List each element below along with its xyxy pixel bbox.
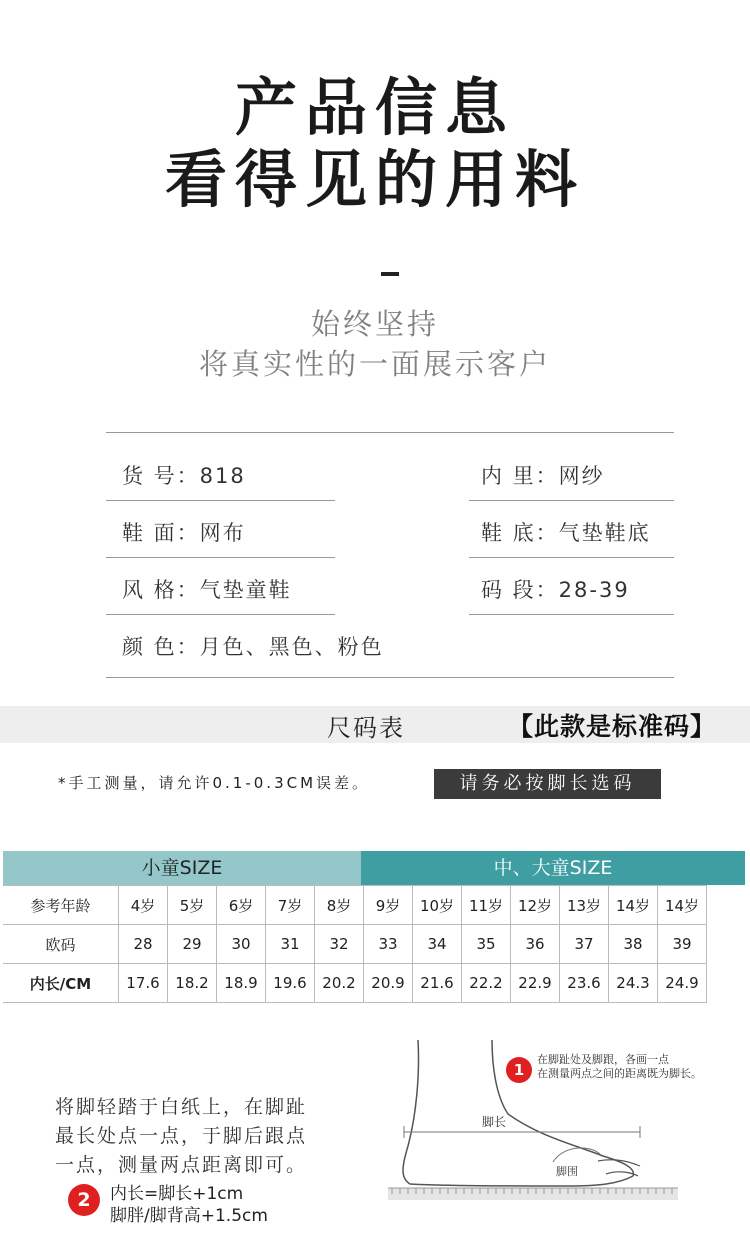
size-group-large-header: 中、大童SIZE	[361, 851, 745, 885]
info-item-sku: 货 号：818	[122, 464, 246, 488]
info-divider	[469, 500, 674, 501]
instruction-line: 一点，测量两点距离即可。	[55, 1154, 308, 1176]
table-cell: 6岁	[217, 886, 266, 925]
info-item-color: 颜 色：月色、黑色、粉色	[122, 635, 384, 659]
instruction-line: 将脚轻踏于白纸上，在脚趾	[55, 1096, 308, 1118]
size-table-row-eu	[3, 925, 707, 964]
foot-length-label: 脚长	[482, 1115, 507, 1129]
step-2-badge: 2	[68, 1184, 100, 1216]
table-cell: 34	[413, 925, 462, 964]
table-cell: 18.2	[168, 964, 217, 1003]
page-title-line1: 产品信息	[234, 71, 515, 144]
info-divider	[469, 614, 674, 615]
table-cell: 4岁	[119, 886, 168, 925]
table-cell: 33	[364, 925, 413, 964]
subtitle-line1: 始终坚持	[310, 307, 439, 341]
info-top-line	[106, 432, 674, 433]
step-1-badge: 1	[506, 1057, 532, 1083]
formula-inner-length: 内长=脚长+1cm	[110, 1184, 244, 1204]
table-cell: 30	[217, 925, 266, 964]
info-divider	[106, 500, 335, 501]
row-label: 欧码	[3, 925, 119, 964]
table-cell: 18.9	[217, 964, 266, 1003]
info-bottom-line	[106, 677, 674, 678]
table-cell: 17.6	[119, 964, 168, 1003]
table-cell: 22.2	[462, 964, 511, 1003]
table-cell: 36	[511, 925, 560, 964]
row-label: 参考年龄	[3, 886, 119, 925]
info-item-upper: 鞋 面：网布	[122, 521, 246, 545]
table-cell: 37	[560, 925, 609, 964]
measurement-error-note: *手工测量，请允许0.1-0.3CM误差。	[58, 774, 371, 792]
table-cell: 8岁	[315, 886, 364, 925]
table-cell: 20.9	[364, 964, 413, 1003]
info-divider	[469, 557, 674, 558]
size-chart-title: 尺码表	[327, 714, 405, 742]
choose-by-foot-length-label: 请务必按脚长选码	[434, 769, 661, 799]
table-cell: 12岁	[511, 886, 560, 925]
row-label: 内长/CM	[3, 964, 119, 1003]
table-cell: 31	[266, 925, 315, 964]
table-cell: 29	[168, 925, 217, 964]
table-cell: 35	[462, 925, 511, 964]
table-cell: 38	[609, 925, 658, 964]
table-cell: 21.6	[413, 964, 462, 1003]
table-cell: 10岁	[413, 886, 462, 925]
table-cell: 14岁	[609, 886, 658, 925]
table-cell: 24.3	[609, 964, 658, 1003]
table-cell: 24.9	[658, 964, 707, 1003]
table-cell: 5岁	[168, 886, 217, 925]
table-cell: 32	[315, 925, 364, 964]
table-cell: 28	[119, 925, 168, 964]
foot-measure-note	[537, 1053, 702, 1081]
standard-size-note: 【此款是标准码】	[508, 712, 717, 741]
table-cell: 39	[658, 925, 707, 964]
table-cell: 23.6	[560, 964, 609, 1003]
foot-measure-note-line: 在脚趾处及脚跟，各画一点	[537, 1053, 669, 1066]
table-cell: 11岁	[462, 886, 511, 925]
table-cell: 7岁	[266, 886, 315, 925]
foot-measure-note-line: 在测量两点之间的距离既为脚长。	[537, 1067, 702, 1080]
subtitle-line2: 将真实性的一面展示客户	[198, 347, 551, 381]
info-divider	[106, 557, 335, 558]
size-table	[3, 885, 707, 1003]
table-cell: 9岁	[364, 886, 413, 925]
measurement-instructions	[55, 1093, 307, 1180]
size-table-row-inner-length	[3, 964, 707, 1003]
formula-wide-foot: 脚胖/脚背高+1.5cm	[110, 1206, 268, 1226]
table-cell: 19.6	[266, 964, 315, 1003]
table-cell: 14岁	[658, 886, 707, 925]
table-cell: 13岁	[560, 886, 609, 925]
info-divider	[106, 614, 335, 615]
table-cell: 22.9	[511, 964, 560, 1003]
info-item-size-range: 码 段：28-39	[481, 578, 630, 602]
size-table-row-age	[3, 886, 707, 925]
title-divider	[381, 272, 399, 276]
size-group-small-header: 小童SIZE	[3, 851, 361, 885]
page-title-line2: 看得见的用料	[164, 143, 585, 216]
info-item-lining: 内 里：网纱	[481, 464, 605, 488]
table-cell: 20.2	[315, 964, 364, 1003]
info-item-style: 风 格：气垫童鞋	[122, 578, 292, 602]
instruction-line: 最长处点一点，于脚后跟点	[55, 1125, 308, 1147]
foot-girth-label: 脚围	[556, 1165, 578, 1178]
info-item-sole: 鞋 底：气垫鞋底	[481, 521, 651, 545]
